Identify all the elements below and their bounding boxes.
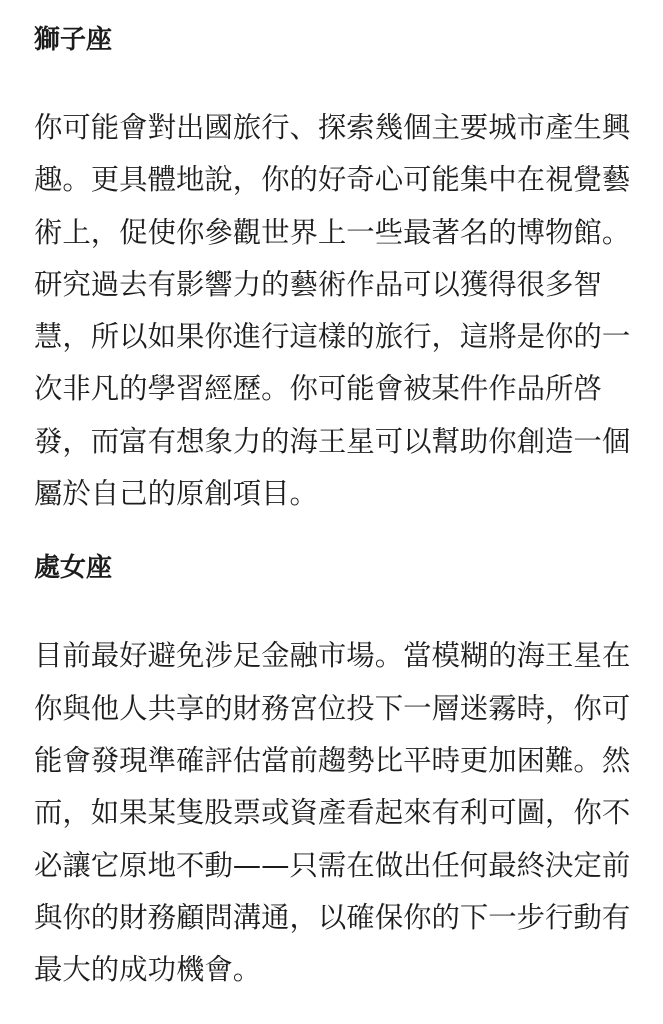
leo-paragraph: 你可能會對出國旅行、探索幾個主要城市產生興趣。更具體地說，你的好奇心可能集中在視覺藝術上，促使你參觀世界上一些最著名的博物館。研究過去有影響力的藝術作品可以獲得很多智慧，所以如果你進行這樣的旅行，這將是你的一次非凡的學習經歷。你可能會被某件作品所啓發，而富有想象力的海王星可以幫助你創造一個屬於自己的原創項目。: [34, 111, 631, 511]
virgo-heading: 處女座: [34, 553, 113, 584]
virgo-section: [34, 548, 663, 996]
leo-section: [34, 20, 663, 520]
leo-heading: 獅子座: [34, 25, 113, 55]
virgo-paragraph: 目前最好避免涉足金融市場。當模糊的海王星在你與他人共享的財務宮位投下一層迷霧時，你可能會發現準確評估當前趨勢比平時更加困難。然而，如果某隻股票或資產看起來有利可圖，你不必讓它原地不動——只需在做出任何最終決定前與你的財務顧問溝通，以確保你的下一步行動有最大的成功機會。: [34, 639, 631, 987]
